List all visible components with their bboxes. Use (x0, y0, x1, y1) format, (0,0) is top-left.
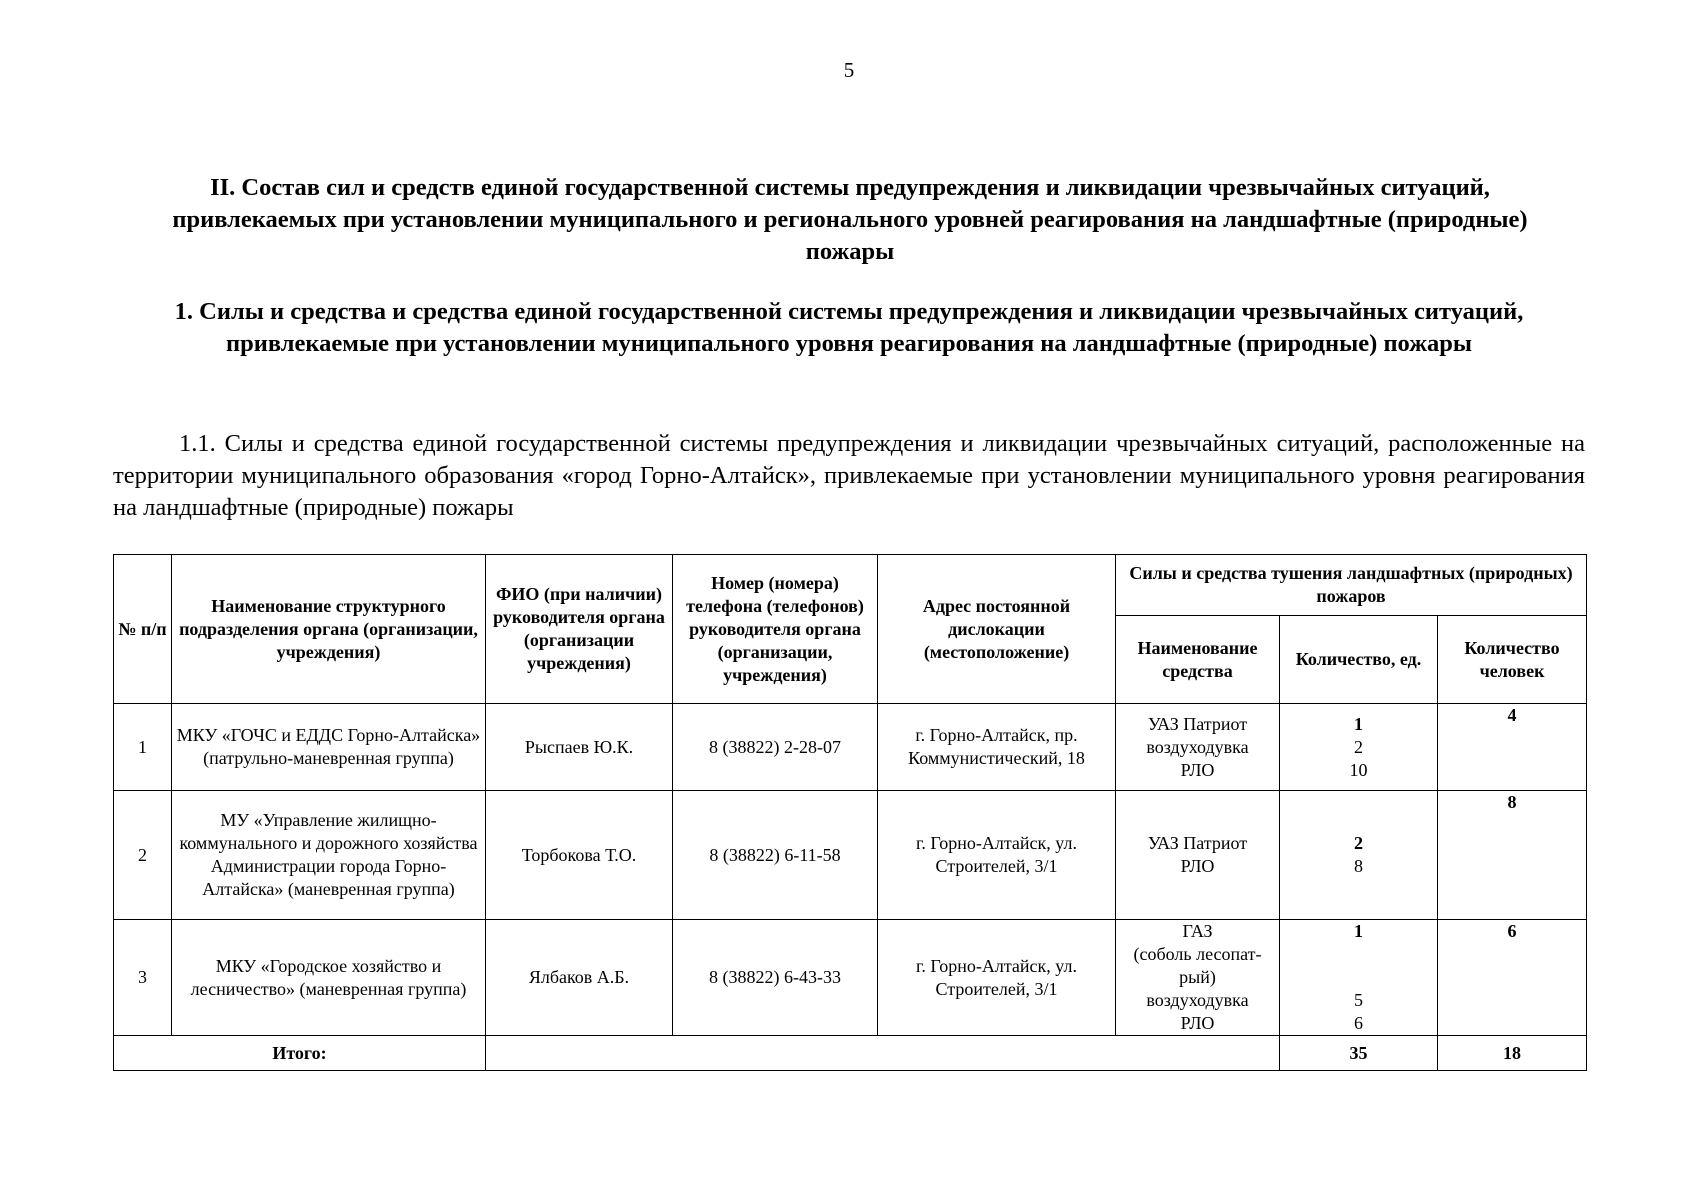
row-num: 2 (114, 791, 172, 920)
qty-spacer (1282, 943, 1435, 966)
row-org: МКУ «Городское хозяйство и лесничество» (маневренная группа) (172, 920, 486, 1036)
header-head: ФИО (при наличии) руководителя органа (организации учреждения) (486, 555, 673, 704)
subsection-heading: 1. Силы и средства и средства единой государственной системы предупреждения и ликвидации чрезвычайных ситуаций, привлекаемые при установлении муниципального уровня реагирования на ландшафтные (природные) пожары (174, 298, 1524, 357)
row-means (1116, 704, 1280, 791)
header-phone: Номер (номера) телефона (телефонов) руководителя органа (организации, учреждения) (673, 555, 878, 704)
row-phone: 8 (38822) 2-28-07 (673, 704, 878, 791)
means-item: РЛО (1180, 759, 1215, 780)
qty-item: 2 (1354, 736, 1363, 757)
row-qty (1280, 704, 1438, 791)
header-org: Наименование структурного подразделения органа (организации, учреждения) (172, 555, 486, 704)
means-item: УАЗ Патриот (1147, 833, 1248, 853)
means-item: (соболь лесопат- (1133, 944, 1262, 964)
means-item: РЛО (1180, 856, 1215, 876)
total-people: 18 (1438, 1036, 1587, 1071)
qty-item: 2 (1354, 833, 1363, 853)
means-item: РЛО (1180, 1013, 1215, 1033)
means-item: воздуходувка (1146, 990, 1249, 1010)
qty-item: 8 (1354, 856, 1363, 876)
means-item: УАЗ Патриот (1147, 713, 1248, 734)
means-item: воздуходувка (1146, 736, 1249, 757)
means-item: ГАЗ (1182, 921, 1213, 941)
row-num: 1 (114, 704, 172, 791)
qty-item: 1 (1354, 713, 1363, 734)
row-head: Ялбаков А.Б. (486, 920, 673, 1036)
row-people: 6 (1438, 920, 1587, 1036)
forces-table (113, 554, 1587, 1071)
intro-paragraph: 1.1. Силы и средства единой государственной системы предупреждения и ликвидации чрезвычайных ситуаций, расположенные на территории муниципального образования «город Горно-Алтайск», привлекаемые при установлении муниципального уровня реагирования на ландшафтные (природные) пожары (113, 430, 1585, 521)
row-phone: 8 (38822) 6-11-58 (673, 791, 878, 920)
row-address: г. Горно-Алтайск, ул. Строителей, 3/1 (878, 791, 1116, 920)
header-means-qty: Количество, ед. (1280, 616, 1438, 704)
header-forces-group: Силы и средства тушения ландшафтных (природных) пожаров (1116, 555, 1587, 616)
table-row (114, 704, 1587, 791)
row-head: Рыспаев Ю.К. (486, 704, 673, 791)
row-head: Торбокова Т.О. (486, 791, 673, 920)
qty-item: 10 (1349, 759, 1368, 780)
header-people-qty: Количество человек (1438, 616, 1587, 704)
row-people: 8 (1438, 791, 1587, 920)
total-label: Итого: (114, 1036, 486, 1071)
means-item: рый) (1179, 967, 1216, 987)
qty-spacer (1282, 966, 1435, 989)
qty-item: 6 (1354, 1013, 1363, 1033)
row-qty (1280, 920, 1438, 1036)
row-qty (1280, 791, 1438, 920)
page-number: 5 (843, 58, 855, 82)
total-row (114, 1036, 1587, 1071)
qty-item: 1 (1354, 921, 1363, 941)
table-row (114, 920, 1587, 1036)
row-address: г. Горно-Алтайск, ул. Строителей, 3/1 (878, 920, 1116, 1036)
row-means (1116, 791, 1280, 920)
qty-item: 5 (1354, 990, 1363, 1010)
row-org: МКУ «ГОЧС и ЕДДС Горно-Алтайска» (патрульно-маневренная группа) (172, 704, 486, 791)
total-qty: 35 (1280, 1036, 1438, 1071)
header-address: Адрес постоянной дислокации (местоположение) (878, 555, 1116, 704)
header-num: № п/п (114, 555, 172, 704)
section-heading: II. Состав сил и средств единой государственной системы предупреждения и ликвидации чрезвычайных ситуаций, привлекаемых при установлении муниципального и регионального уровней реагирования на ландшафтные (природные) пожары (172, 174, 1528, 265)
row-means (1116, 920, 1280, 1036)
row-num: 3 (114, 920, 172, 1036)
total-empty (486, 1036, 1280, 1071)
table-row (114, 791, 1587, 920)
row-phone: 8 (38822) 6-43-33 (673, 920, 878, 1036)
row-people: 4 (1438, 704, 1587, 791)
header-means-name: Наименование средства (1116, 616, 1280, 704)
row-address: г. Горно-Алтайск, пр. Коммунистический, 18 (878, 704, 1116, 791)
row-org: МУ «Управление жилищно-коммунального и дорожного хозяйства Администрации города Горно-Алтайска» (маневренная группа) (172, 791, 486, 920)
